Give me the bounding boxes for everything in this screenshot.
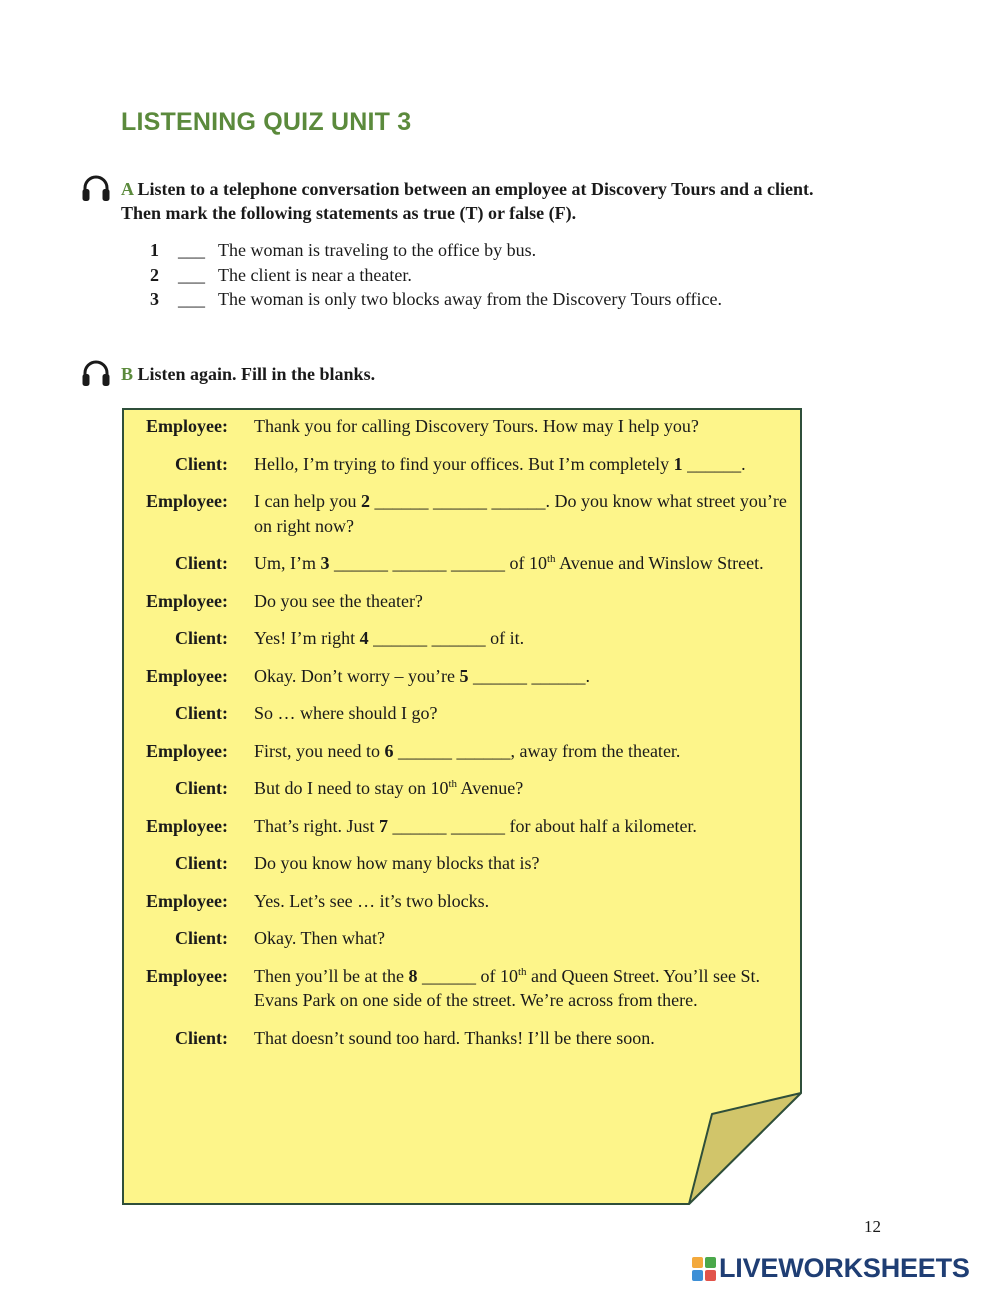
- ordinal-suffix: th: [448, 778, 458, 790]
- section-a-letter: A: [121, 179, 134, 199]
- blank-number: 3: [320, 553, 330, 573]
- speaker-label: Employee:: [146, 815, 228, 836]
- statement-text: The woman is traveling to the office by bus.: [218, 240, 537, 260]
- dialogue-line: [122, 452, 802, 477]
- statement-item: [150, 287, 722, 312]
- answer-blank[interactable]: ___: [178, 264, 205, 285]
- ordinal-suffix: th: [517, 965, 527, 978]
- speech-text: So … where should I go?: [254, 703, 438, 723]
- speech-text: I can help you 2 ______ ______ ______. Do you know what street you’re on right now?: [254, 491, 787, 536]
- liveworksheets-logo-icon: [692, 1257, 716, 1281]
- statement-item: [150, 238, 722, 263]
- speech-text: Um, I’m 3 ______ ______ ______ of 10th Avenue and Winslow Street.: [254, 553, 764, 573]
- statement-text: The client is near a theater.: [218, 264, 412, 285]
- page-title: LISTENING QUIZ UNIT 3: [121, 108, 412, 136]
- speaker-label: Client:: [175, 553, 228, 573]
- statement-number: 1: [150, 240, 159, 260]
- speaker-label: Employee:: [146, 491, 228, 511]
- speech-text: Okay. Then what?: [254, 928, 385, 948]
- dialogue-line: [122, 1026, 802, 1051]
- speaker-label: Client:: [175, 853, 228, 873]
- dialogue-line: [122, 814, 802, 839]
- speech-text: First, you need to 6 ______ ______, away from the theater.: [254, 740, 681, 761]
- speaker-label: Client:: [175, 628, 228, 648]
- brand-name: LIVEWORKSHEETS: [719, 1253, 970, 1283]
- statement-number: 2: [150, 264, 159, 285]
- speech-text: Thank you for calling Discovery Tours. How may I help you?: [254, 416, 699, 436]
- speaker-label: Employee:: [146, 416, 228, 436]
- dialogue-line: [122, 701, 802, 726]
- blank-number: 1: [673, 453, 683, 474]
- dialogue-line: [122, 776, 802, 801]
- speech-text: Do you see the theater?: [254, 590, 423, 611]
- dialogue-line: [122, 489, 802, 538]
- speech-text: Yes. Let’s see … it’s two blocks.: [254, 890, 490, 911]
- speech-text: That’s right. Just 7 ______ ______ for about half a kilometer.: [254, 815, 697, 836]
- dialogue-line: [122, 551, 802, 576]
- speech-text: Okay. Don’t worry – you’re 5 ______ ______.: [254, 665, 590, 686]
- speech-text: Yes! I’m right 4 ______ ______ of it.: [254, 628, 525, 648]
- statement-number: 3: [150, 289, 159, 309]
- section-a-instruction: [121, 177, 841, 225]
- headphones-icon: [80, 173, 112, 203]
- section-a-instruction-text: Listen to a telephone conversation between an employee at Discovery Tours and a client. Then mark the following statements as true (T) or false (F).: [121, 179, 814, 223]
- dialogue-line: [122, 414, 802, 439]
- speaker-label: Client:: [175, 778, 228, 798]
- speaker-label: Employee:: [146, 890, 228, 911]
- blank-number: 5: [459, 665, 469, 686]
- speaker-label: Client:: [175, 453, 228, 474]
- answer-blank[interactable]: ___: [178, 289, 205, 309]
- dialogue-line: [122, 889, 802, 914]
- blank-number: 2: [360, 491, 370, 511]
- statement-text: The woman is only two blocks away from the Discovery Tours office.: [218, 289, 722, 309]
- speech-text: But do I need to stay on 10th Avenue?: [254, 778, 524, 798]
- headphones-icon: [80, 358, 112, 388]
- speaker-label: Client:: [175, 928, 228, 948]
- dialogue: [122, 414, 802, 1063]
- page-number: 12: [864, 1217, 881, 1236]
- statement-item: [150, 263, 722, 288]
- dialogue-line: [122, 964, 802, 1013]
- sticky-note: [122, 408, 802, 1205]
- answer-blank[interactable]: ___: [178, 240, 205, 260]
- blank-number: 8: [408, 965, 418, 986]
- speech-text: Hello, I’m trying to find your offices. But I’m completely 1 ______.: [254, 453, 746, 474]
- blank-number: 6: [384, 740, 394, 761]
- dialogue-line: [122, 589, 802, 614]
- section-b-instruction-text: Listen again. Fill in the blanks.: [137, 364, 376, 384]
- dialogue-line: [122, 739, 802, 764]
- ordinal-suffix: th: [547, 553, 556, 565]
- speaker-label: Employee:: [146, 965, 228, 986]
- dialogue-line: [122, 926, 802, 951]
- blank-number: 7: [379, 815, 388, 836]
- speaker-label: Employee:: [146, 740, 228, 761]
- section-b-letter: B: [121, 364, 134, 384]
- dialogue-line: [122, 851, 802, 876]
- dialogue-line: [122, 664, 802, 689]
- speaker-label: Client:: [175, 703, 228, 723]
- dialogue-line: [122, 626, 802, 651]
- statement-list: [150, 238, 722, 312]
- blank-number: 4: [359, 628, 369, 648]
- speech-text: Do you know how many blocks that is?: [254, 853, 540, 873]
- speaker-label: Employee:: [146, 665, 228, 686]
- brand: [692, 1253, 970, 1284]
- speaker-label: Employee:: [146, 590, 228, 611]
- speaker-label: Client:: [175, 1027, 228, 1048]
- section-b-instruction: [121, 362, 841, 386]
- speech-text: Then you’ll be at the 8 ______ of 10th and Queen Street. You’ll see St. Evans Park on one side of the street. We’re across from there.: [254, 965, 760, 1010]
- speech-text: That doesn’t sound too hard. Thanks! I’ll be there soon.: [254, 1027, 655, 1048]
